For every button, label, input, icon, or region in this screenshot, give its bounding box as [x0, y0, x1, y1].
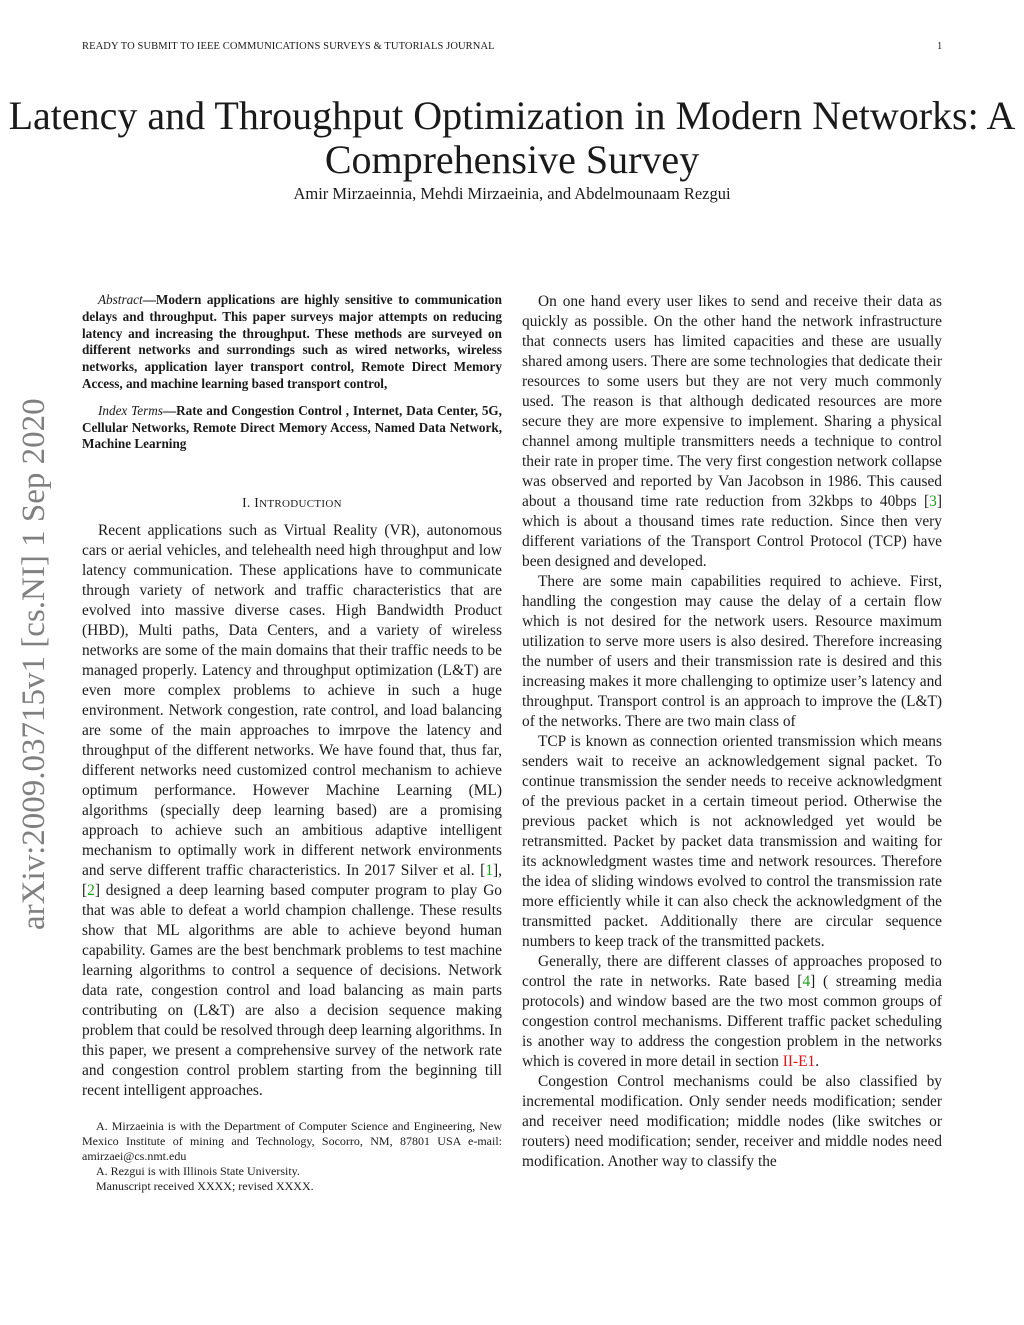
index-terms-text: —Rate and Congestion Control , Internet, Data Center, 5G, Cellular Networks, Remote Direct Memory Access, Named Data Network, Machine Learning [82, 402, 502, 452]
text: ] which is about a thousand times rate reduction. Since then very different variations of the Transport Control Protocol (TCP) have been designed and developed. [522, 493, 942, 570]
paragraph: TCP is known as connection oriented transmission which means senders wait to receive an acknowledgement signal packet. To continue transmission the sender needs to receive acknowledgment of the previous packet in a certain timeout period. Otherwise the previous packet which is not acknowledged yet would be retransmitted. Packet by packet data transmission and waiting for its acknowledgment wastes time and network resources. Therefore the idea of sliding windows evolved to control the transmission rate more efficiently while it can also check the acknowledgment of the transmitted packet. Additionally there are circular sequence numbers to keep track of the transmitted packets. [522, 733, 942, 950]
paragraph: Congestion Control mechanisms could be also classified by incremental modification. Only sender needs modification; sender and receiver need modification; middle nodes (like switches or routers) need modification; sender, receiver and middle nodes need modification. Another way to classify the [522, 1073, 942, 1170]
citation-link[interactable]: 1 [485, 862, 494, 880]
text: ], [ [82, 862, 502, 900]
index-terms-label: Index Terms [98, 402, 163, 418]
section-title-initial: I [254, 495, 260, 511]
footnotes [82, 1119, 502, 1194]
footnote: A. Rezgui is with Illinois State University. [96, 1164, 300, 1179]
page-number: 1 [937, 41, 943, 52]
section-title-rest: NTRODUCTION [259, 498, 342, 511]
text: ] ( streaming media protocols) and window based are the two most common groups of congestion control mechanisms. Different traffic packet scheduling is another way to address the congestion problem in the networks which is covered in more detail in section [522, 973, 942, 1070]
section-number: I. [242, 495, 255, 511]
right-column [522, 292, 942, 1172]
citation-link[interactable]: 4 [802, 973, 811, 990]
text: Generally, there are different classes of approaches proposed to control the rate in networks. Rate based [ [522, 953, 942, 990]
intro-paragraph [82, 521, 502, 1101]
paragraph [522, 952, 942, 1072]
text: Recent applications such as Virtual Reality (VR), autonomous cars or aerial vehicles, and telehealth need high throughput and low latency communication. These applications have to communicate through variety of network and traffic characteristics that are evolved into massive diverse cases. High Bandwidth Product (HBD), Multi paths, Data Centers, and a variety of wireless networks are some of the main domains that their traffic needs to be managed properly. Latency and throughput optimization (L&T) are even more complex problems to achieve in such a huge environment. Network congestion, rate control, and load balancing are some of the main approaches to imrpove the latency and throughput of the different networks. We have found that, thus far, different networks need customized control mechanism to achieve optimum performance. However Machine Learning (ML) algorithms (specially deep learning based) are a promising approach to achieve such an ambitious adaptive intelligent mechanism to optimally work in different network environments and serve different traffic characteristics. In 2017 Silver et al. [ [82, 522, 502, 880]
text: On one hand every user likes to send and receive their data as quickly as possible. On the other hand the network infrastructure that connects users has limited capacities and these are usually shared among users. There are some technologies that dedicate their resources to some users but they are not very much commonly used. The reason is that although dedicated resources are more secure they are more expensive to implement. Sharing a physical channel among multiple transmitters needs a technique to control their rate in proper time. The very first congestion network collapse was observed and reported by Van Jacobson in 1986. This caused about a thousand time rate reduction from 32kbps to 40bps [ [522, 293, 942, 510]
paper-title: Latency and Throughput Optimization in Modern Networks: A Comprehensive Survey [8, 93, 1016, 182]
citation-link[interactable]: 2 [87, 882, 95, 900]
paragraph [522, 292, 942, 572]
text: . [815, 1053, 820, 1070]
citation-link[interactable]: 3 [929, 493, 937, 510]
title-block [0, 94, 1024, 204]
abstract-label: Abstract [98, 292, 143, 307]
index-terms [82, 403, 502, 453]
arxiv-stamp: arXiv:2009.03715v1 [cs.NI] 1 Sep 2020 [16, 398, 52, 930]
section-link[interactable]: II-E1 [782, 1053, 816, 1070]
abstract-text: —Modern applications are highly sensitive to communication delays and throughput. This paper surveys major attempts on reducing latency and increasing the throughput. These methods are surveyed on different networks and surrondings such as wired networks, wireless networks, application layer transport control, Remote Direct Memory Access, and machine learning based transport control, [82, 292, 502, 391]
footnote: Manuscript received XXXX; revised XXXX. [96, 1179, 314, 1194]
paragraph: There are some main capabilities required to achieve. First, handling the congestion may cause the delay of a certain flow which is not desired for the network users. Resource maximum utilization to serve more users is also desired. Therefore increasing the number of users and their transmission rate is desired and this increasing makes it more challenging to optimize user’s latency and throughput. Transport control is an approach to improve the (L&T) of the networks. There are two main class of [522, 573, 942, 730]
abstract [82, 292, 502, 393]
authors: Amir Mirzaeinnia, Mehdi Mirzaeinia, and Abdelmounaam Rezgui [293, 184, 731, 203]
footnote: A. Mirzaeinia is with the Department of Computer Science and Engineering, New Mexico Institute of mining and Technology, Socorro, NM, 87801 USA e-mail: amirzaei@cs.nmt.edu [82, 1119, 502, 1164]
text: ] designed a deep learning based computer program to play Go that was able to defeat a world champion challenge. These results show that ML algorithms are able to achieve beyond human capability. Games are the best benchmark problems to test machine learning algorithms to control a sequence of decisions. Network data rate, congestion control and load balancing as main parts contributing on (L&T) are also a decision sequence making problem that could be resolved through deep learning algorithms. In this paper, we present a comprehensive survey of the network rate and congestion control problem starting from the beginning till recent intelligent approaches. [82, 882, 502, 1100]
section-heading [82, 493, 502, 514]
running-header: READY TO SUBMIT TO IEEE COMMUNICATIONS SURVEYS & TUTORIALS JOURNAL [82, 41, 495, 52]
left-column [82, 292, 502, 1194]
